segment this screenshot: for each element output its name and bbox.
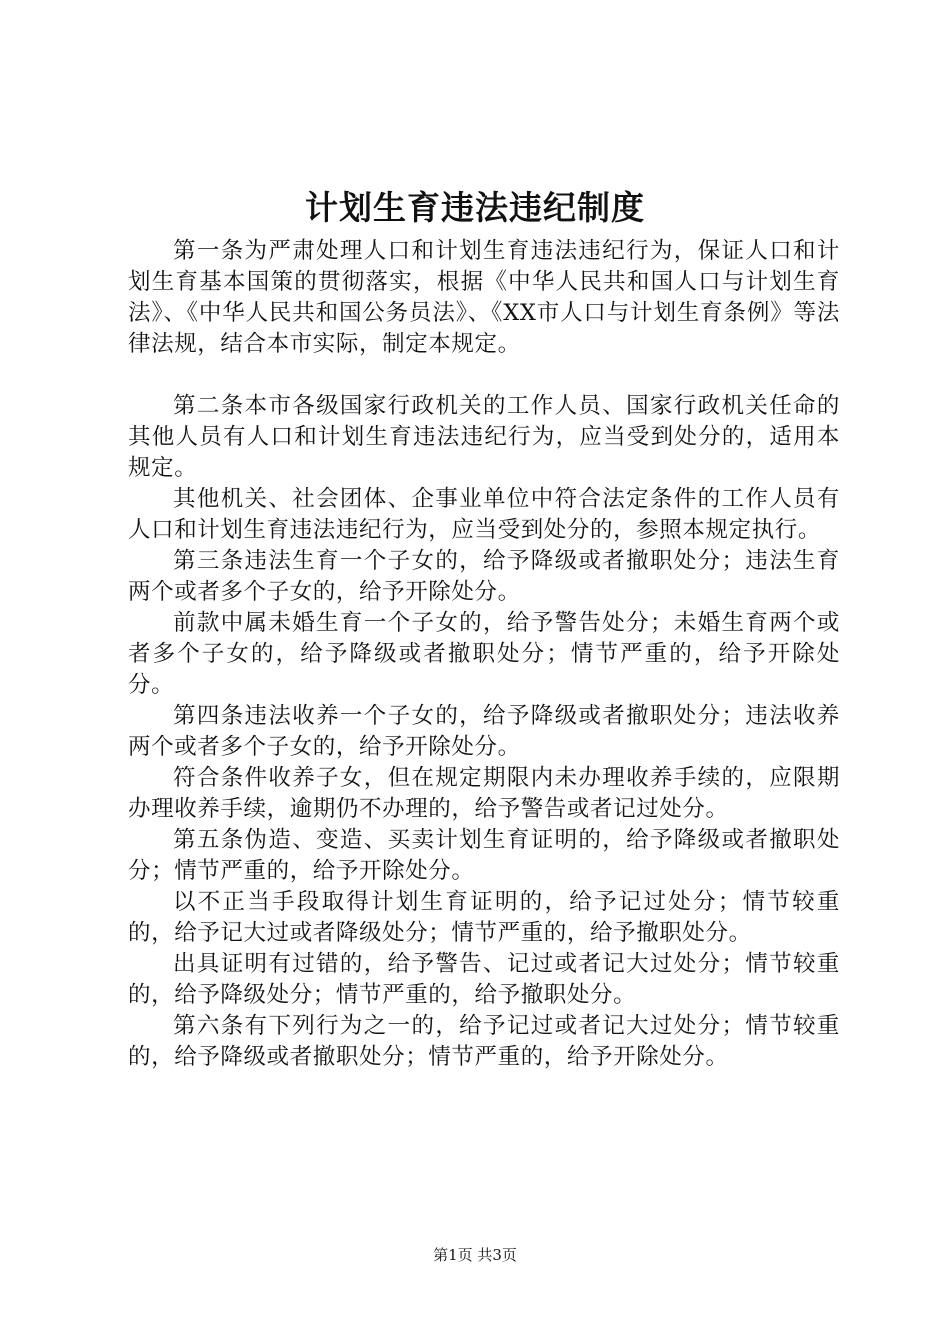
document-title: 计划生育违法违纪制度 xyxy=(305,188,645,227)
paragraph-article-5-clause-1: 以不正当手段取得计划生育证明的，给予记过处分；情节较重的，给予记大过或者降级处分；情节严重的，给予撤职处分。 xyxy=(128,889,840,946)
paragraph-article-2-clause: 其他机关、社会团体、企事业单位中符合法定条件的工作人员有人口和计划生育违法违纪行为，应当受到处分的，参照本规定执行。 xyxy=(128,486,840,543)
paragraph-article-4: 第四条违法收养一个子女的，给予降级或者撤职处分；违法收养两个或者多个子女的，给予开除处分。 xyxy=(128,703,840,760)
paragraph-article-3: 第三条违法生育一个子女的，给予降级或者撤职处分；违法生育两个或者多个子女的，给予开除处分。 xyxy=(128,548,840,605)
document-body xyxy=(128,236,840,1073)
paragraph-article-3-clause: 前款中属未婚生育一个子女的，给予警告处分；未婚生育两个或者多个子女的，给予降级或者撤职处分；情节严重的，给予开除处分。 xyxy=(128,610,840,698)
paragraph-article-5-clause-2: 出具证明有过错的，给予警告、记过或者记大过处分；情节较重的，给予降级处分；情节严重的，给予撤职处分。 xyxy=(128,951,840,1008)
paragraph-article-4-clause: 符合条件收养子女，但在规定期限内未办理收养手续的，应限期办理收养手续，逾期仍不办理的，给予警告或者记过处分。 xyxy=(128,765,840,822)
paragraph-article-1: 第一条为严肃处理人口和计划生育违法违纪行为，保证人口和计划生育基本国策的贯彻落实，根据《中华人民共和国人口与计划生育法》、《中华人民共和国公务员法》、《XX市人口与计划生育条例》等法律法规，结合本市实际，制定本规定。 xyxy=(128,238,840,357)
paragraph-article-2: 第二条本市各级国家行政机关的工作人员、国家行政机关任命的其他人员有人口和计划生育违法违纪行为，应当受到处分的，适用本规定。 xyxy=(128,393,840,481)
paragraph-article-6: 第六条有下列行为之一的，给予记过或者记大过处分；情节较重的，给予降级或者撤职处分；情节严重的，给予开除处分。 xyxy=(128,1013,840,1070)
paragraph-article-5: 第五条伪造、变造、买卖计划生育证明的，给予降级或者撤职处分；情节严重的，给予开除处分。 xyxy=(128,827,840,884)
page-number-footer: 第1页 共3页 xyxy=(433,1246,517,1264)
